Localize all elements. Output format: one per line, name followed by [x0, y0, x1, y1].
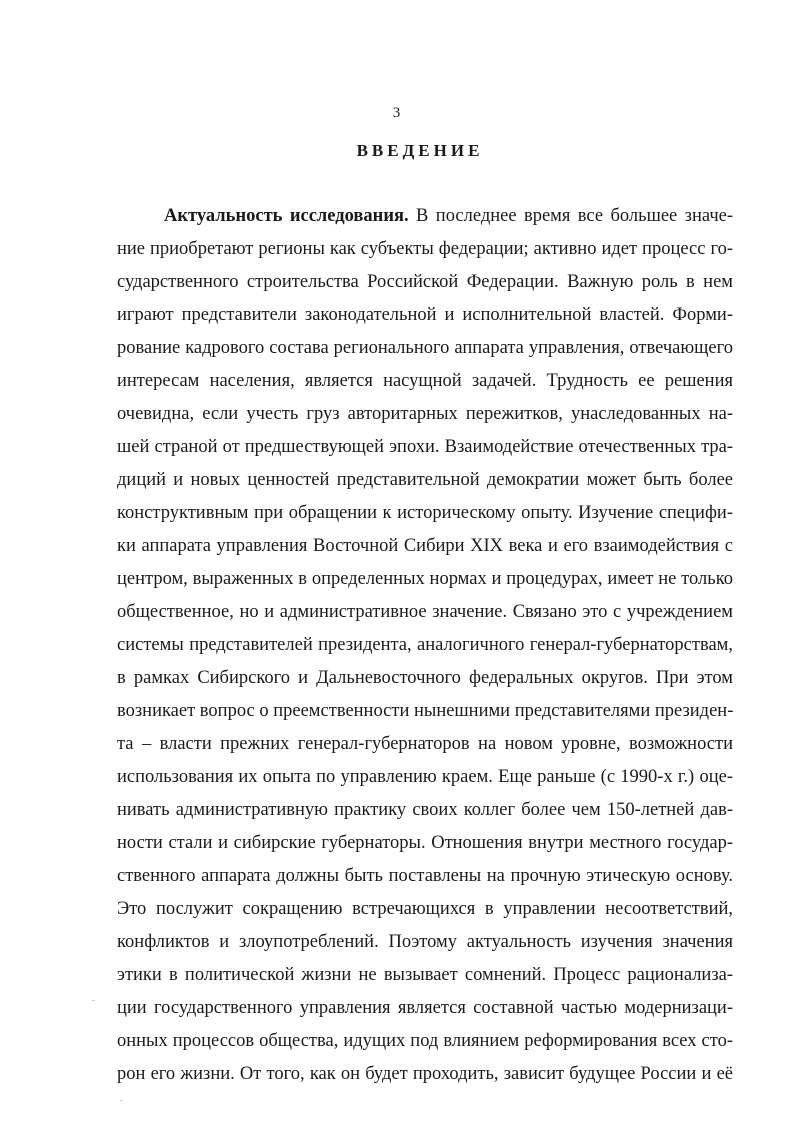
paragraph-line: ности стали и сибирские губернаторы. Отношения внутри местного государ-: [117, 833, 733, 853]
paragraph-line: этики в политической жизни не вызывает сомнений. Процесс рационализа-: [117, 965, 733, 985]
paragraph-line: шей страной от предшествующей эпохи. Взаимодействие отечественных тра-: [117, 437, 733, 457]
paragraph-line: конфликтов и злоупотреблений. Поэтому актуальность изучения значения: [117, 932, 733, 952]
scan-speck: [120, 1100, 123, 1101]
paragraph-line: системы представителей президента, аналогичного генерал-губернаторствам,: [117, 635, 733, 655]
paragraph-line: в рамках Сибирского и Дальневосточного федеральных округов. При этом: [117, 668, 733, 688]
scan-speck: [92, 1000, 95, 1001]
paragraph-line: рон его жизни. От того, как он будет проходить, зависит будущее России и её: [117, 1064, 733, 1084]
paragraph-line: рование кадрового состава регионального аппарата управления, отвечающего: [117, 338, 733, 358]
paragraph-line: ственного аппарата должны быть поставлены на прочную этическую основу.: [117, 866, 733, 886]
paragraph-line: возникает вопрос о преемственности нынешними представителями президен-: [117, 701, 734, 721]
paragraph-line: центром, выраженных в определенных нормах и процедурах, имеет не только: [117, 569, 733, 589]
page-number: 3: [392, 105, 401, 121]
paragraph-first-line-text: В последнее время все большее значе-: [416, 206, 734, 226]
paragraph-lead: Актуальность исследования.: [164, 206, 409, 226]
paragraph-line: нивать административную практику своих коллег более чем 150-летней дав-: [117, 800, 733, 820]
paragraph-line: конструктивным при обращении к историческому опыту. Изучение специфи-: [117, 503, 733, 523]
paragraph-line: ние приобретают регионы как субъекты федерации; активно идет процесс го-: [117, 239, 733, 259]
paragraph-line: диций и новых ценностей представительной демократии может быть более: [117, 470, 733, 490]
section-title: ВВЕДЕНИЕ: [356, 141, 484, 160]
paragraph-line: ции государственного управления является составной частью модернизаци-: [117, 998, 733, 1018]
paragraph-line: ки аппарата управления Восточной Сибири XIX века и его взаимодействия с: [117, 536, 733, 556]
paragraph-line: использования их опыта по управлению краем. Еще раньше (с 1990-х г.) оце-: [117, 767, 733, 787]
paragraph-line: очевидна, если учесть груз авторитарных пережитков, унаследованных на-: [117, 404, 733, 424]
paragraph-line: играют представители законодательной и исполнительной властей. Форми-: [117, 305, 733, 325]
paragraph-line: сударственного строительства Российской Федерации. Важную роль в нем: [117, 272, 733, 292]
paragraph-line: та – власти прежних генерал-губернаторов на новом уровне, возможности: [117, 734, 733, 754]
paragraph-line: общественное, но и административное значение. Связано это с учреждением: [117, 602, 733, 622]
paragraph-line: онных процессов общества, идущих под влиянием реформирования всех сто-: [117, 1031, 733, 1051]
paragraph-line: Это послужит сокращению встречающихся в управлении несоответствий,: [117, 899, 733, 919]
paragraph-line: интересам населения, является насущной задачей. Трудность ее решения: [117, 371, 733, 391]
paragraph-line-1: [164, 200, 733, 232]
